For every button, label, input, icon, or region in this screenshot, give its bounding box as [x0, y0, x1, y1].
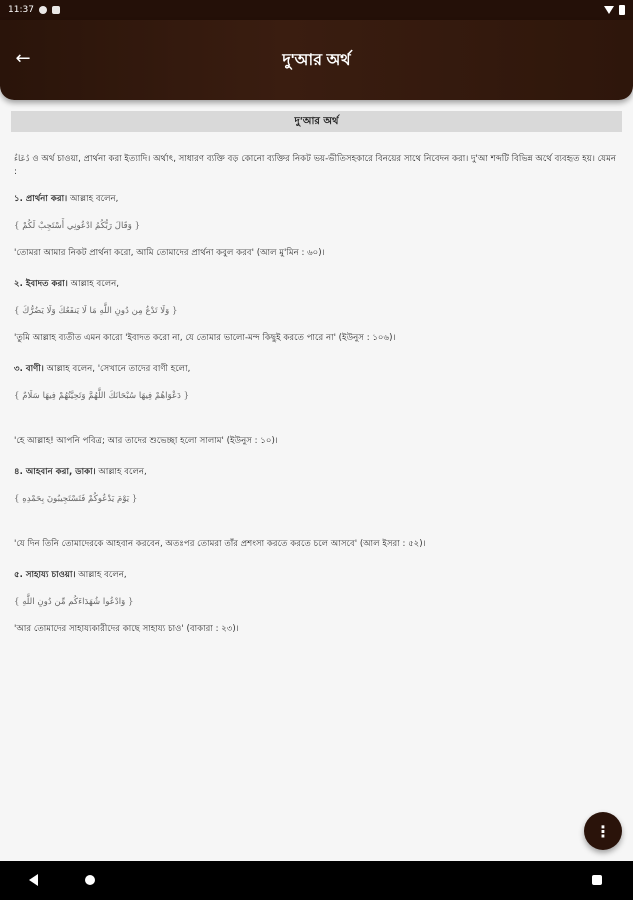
battery-icon [619, 5, 625, 15]
quran-verse-arabic: { وَلَا تَدْعُ مِن دُونِ اللَّهِ مَا لَا يَنفَعُكَ وَلَا يَضُرُّكَ } [14, 306, 178, 316]
intro-arabic-word: دُعَاءٌ [14, 154, 30, 164]
article-content [14, 153, 620, 636]
meaning-item-5 [14, 569, 620, 636]
meaning-lead: আল্লাহ বলেন, [67, 279, 119, 289]
page-title: দু'আর অর্থ [282, 52, 351, 69]
quran-verse-arabic: { دَعْوَاهُمْ فِيهَا سُبْحَانَكَ اللَّهُمَّ وَتَحِيَّتُهُمْ فِيهَا سَلَامٌ } [14, 391, 190, 401]
meaning-heading: ১. প্রার্থনা করা। [14, 194, 68, 204]
status-time: 11:37 [8, 5, 34, 15]
status-bar [0, 0, 633, 20]
meaning-lead: আল্লাহ বলেন, 'সেখানে তাদের বাণী হলো, [43, 364, 191, 374]
meaning-lead: আল্লাহ বলেন, [95, 467, 147, 477]
system-nav-bar [0, 861, 633, 900]
nav-back-icon[interactable] [29, 874, 38, 886]
verse-translation: 'তোমরা আমার নিকট প্রার্থনা করো, আমি তোমাদের প্রার্থনা কবুল করব' (আল মু'মিন : ৬০)। [14, 248, 325, 258]
intro-paragraph [14, 153, 620, 179]
section-title: দু'আর অর্থ [11, 111, 622, 132]
sim-card-icon [52, 6, 60, 14]
wifi-icon [604, 6, 614, 14]
meaning-lead: আল্লাহ বলেন, [75, 570, 127, 580]
meaning-item-3 [14, 363, 620, 448]
intro-text: ও অর্থ চাওয়া, প্রার্থনা করা ইত্যাদি। অর্থাৎ, সাধারণ ব্যক্তি বড় কোনো ব্যক্তির নিকট ভয়-ভীতিসহকারে বিনয়ের সাথে নিবেদন করা। দু'আ শব্দটি বিভিন্ন অর্থে ব্যবহৃত হয়। যেমন : [14, 154, 616, 177]
back-arrow-icon[interactable]: ← [15, 48, 31, 69]
verse-translation: 'আর তোমাদের সাহায্যকারীদের কাছে সাহায্য চাও' (বাকারা : ২৩)। [14, 624, 239, 634]
meaning-heading: ২. ইবাদত করা। [14, 279, 68, 289]
more-options-button[interactable]: ⋮ [584, 812, 622, 850]
notification-icon [39, 6, 47, 14]
quran-verse-arabic: { وَقَالَ رَبُّكُمُ ادْعُونِي أَسْتَجِبْ لَكُمْ } [14, 221, 141, 231]
verse-translation: 'তুমি আল্লাহ ব্যতীত এমন কারো 'ইবাদত করো না, যে তোমার ভালো-মন্দ কিছুই করতে পারে না' (ইউনুস : ১০৬)। [14, 333, 396, 343]
verse-translation: 'যে দিন তিনি তোমাদেরকে আহবান করবেন, অতঃপর তোমরা তাঁর প্রশংসা করতে করতে চলে আসবে' (আল ইসরা : ৫২)। [14, 539, 426, 549]
quran-verse-arabic: { يَوْمَ يَدْعُوكُمْ فَتَسْتَجِيبُونَ بِحَمْدِهِ } [14, 494, 138, 504]
meaning-lead: আল্লাহ বলেন, [67, 194, 119, 204]
meaning-heading: ৫. সাহায্য চাওয়া। [14, 570, 76, 580]
meaning-item-2 [14, 278, 620, 345]
meaning-heading: ৩. বাণী। [14, 364, 44, 374]
meaning-item-1 [14, 193, 620, 260]
quran-verse-arabic: { وَادْعُوا شُهَدَاءَكُم مِّن دُونِ اللَّهِ } [14, 597, 134, 607]
nav-recents-icon[interactable] [592, 875, 602, 885]
verse-translation: 'হে আল্লাহ! আপনি পবিত্র; আর তাদের শুভেচ্ছা হলো সালাম' (ইউনুস : ১০)। [14, 436, 278, 446]
meaning-item-4 [14, 466, 620, 551]
meaning-heading: ৪. আহবান করা, ডাকা। [14, 467, 96, 477]
nav-home-icon[interactable] [85, 875, 95, 885]
app-bar [0, 20, 633, 100]
